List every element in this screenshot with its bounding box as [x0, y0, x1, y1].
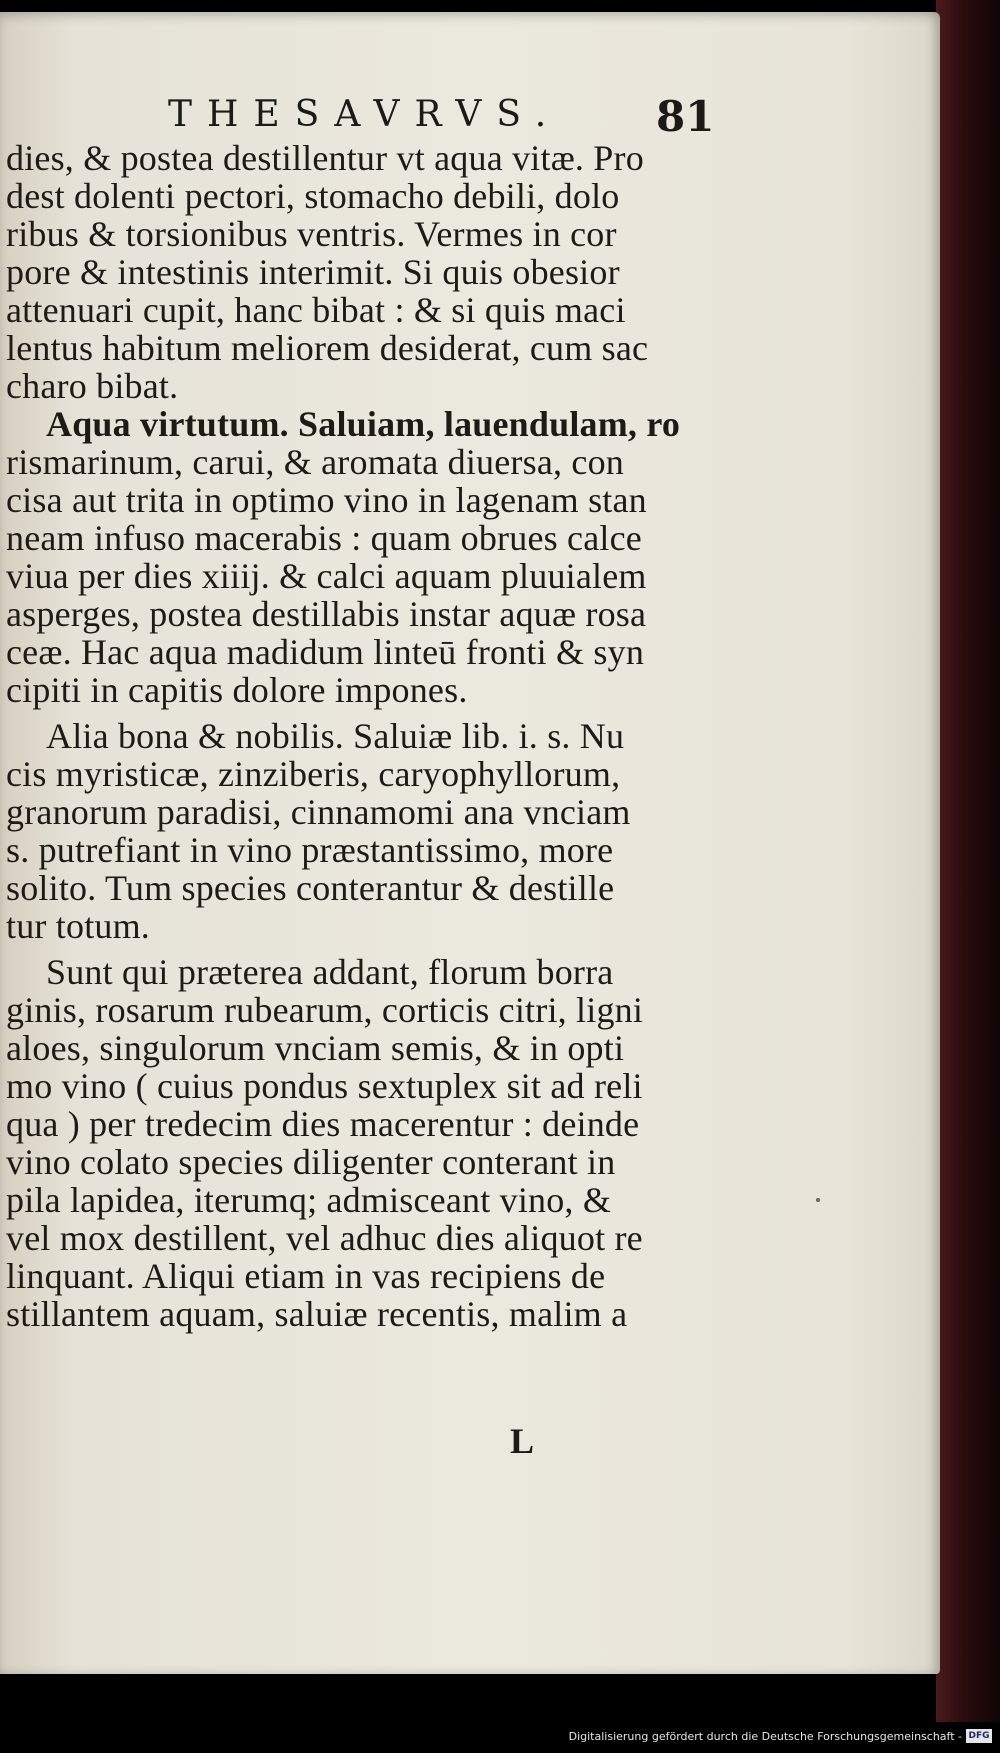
text-line: attenuari cupit, hanc bibat : & si quis maci: [6, 290, 626, 330]
dfg-logo-icon: DFG: [966, 1729, 992, 1743]
text-line: pore & intestinis interimit. Si quis obesior: [6, 252, 620, 292]
text-line: charo bibat.: [6, 366, 179, 406]
text-line: linquant. Aliqui etiam in vas recipiens de: [6, 1256, 606, 1296]
signature-mark: L: [510, 1421, 535, 1461]
text-line: mo vino ( cuius pondus sextuplex sit ad reli: [6, 1066, 643, 1106]
text-line: cis myristicæ, zinziberis, caryophyllorum,: [6, 754, 621, 794]
text-line: aloes, singulorum vnciam semis, & in opti: [6, 1028, 625, 1068]
text-line: Alia bona & nobilis. Saluiæ lib. i. s. Nu: [46, 716, 625, 756]
text-line: cisa aut trita in optimo vino in lagenam stan: [6, 480, 647, 520]
page-number: 81: [656, 92, 715, 141]
text-line: stillantem aquam, saluiæ recentis, malim a: [6, 1294, 628, 1334]
text-line: asperges, postea destillabis instar aquæ rosa: [6, 594, 647, 634]
ink-speck: [816, 1198, 820, 1202]
text-line: dies, & postea destillentur vt aqua vitæ. Pro: [6, 138, 644, 178]
text-line: viua per dies xiiij. & calci aquam pluuialem: [6, 556, 647, 596]
text-line: s. putrefiant in vino præstantissimo, more: [6, 830, 614, 870]
text-line: cipiti in capitis dolore impones.: [6, 670, 468, 710]
text-line: vino colato species diligenter conterant in: [6, 1142, 616, 1182]
text-line: neam infuso macerabis : quam obrues calce: [6, 518, 642, 558]
text-line: ribus & torsionibus ventris. Vermes in cor: [6, 214, 617, 254]
text-line: ceæ. Hac aqua madidum linteū fronti & syn: [6, 632, 645, 672]
text-line: vel mox destillent, vel adhuc dies aliquot re: [6, 1218, 643, 1258]
book-edge: [936, 0, 1000, 1722]
book-page: [0, 12, 940, 1674]
text-line: ginis, rosarum rubearum, corticis citri, ligni: [6, 990, 644, 1030]
footer-credit: Digitalisierung gefördert durch die Deutsche Forschungsgemeinschaft -: [568, 1730, 962, 1743]
text-line: tur totum.: [6, 906, 150, 946]
text-line: lentus habitum meliorem desiderat, cum sac: [6, 328, 649, 368]
text-line: dest dolenti pectori, stomacho debili, dolo: [6, 176, 620, 216]
text-line: qua ) per tredecim dies macerentur : deinde: [6, 1104, 640, 1144]
running-head: THESAVRVS.: [168, 94, 562, 135]
text-line: granorum paradisi, cinnamomi ana vnciam: [6, 792, 631, 832]
text-line: Aqua virtutum. Saluiam, lauendulam, ro: [46, 404, 681, 444]
text-line: Sunt qui præterea addant, florum borra: [46, 952, 614, 992]
digitization-footer: [0, 1722, 1000, 1753]
text-line: solito. Tum species conterantur & destille: [6, 868, 615, 908]
text-line: pila lapidea, iterumq; admisceant vino, &: [6, 1180, 612, 1220]
text-line: rismarinum, carui, & aromata diuersa, con: [6, 442, 624, 482]
